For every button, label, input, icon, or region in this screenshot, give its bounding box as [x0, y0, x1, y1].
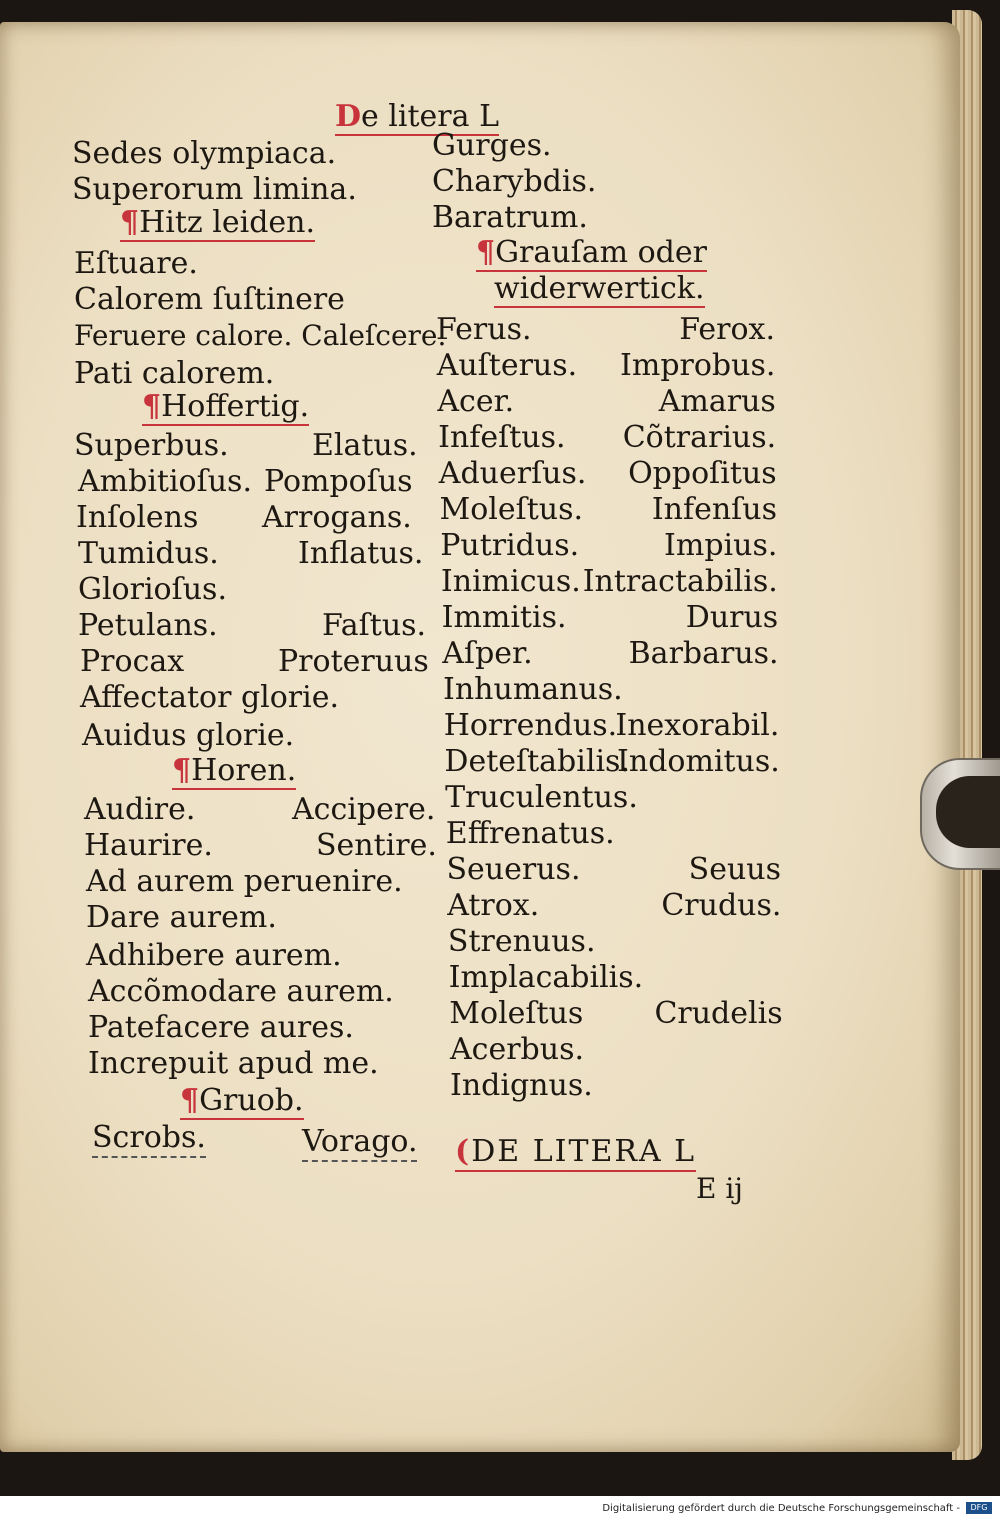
- right-word: Immitis.: [441, 600, 567, 635]
- right-line: Gurges.: [432, 128, 552, 163]
- pilcrow-icon: ¶: [142, 389, 162, 424]
- left-word: Procax: [80, 644, 185, 679]
- right-word: Truculentus.: [445, 780, 638, 815]
- right-word: Inhumanus.: [443, 672, 623, 707]
- left-line: Feruere calore. Caleſcere.: [74, 319, 447, 352]
- rubric-heading-cont: widerwertick.: [494, 271, 705, 306]
- footer-title-text: DE LITERA L: [471, 1134, 697, 1169]
- right-word: Infeſtus.: [438, 420, 566, 455]
- left-line: Affectator glorie.: [80, 680, 340, 715]
- rubric-heading: [172, 754, 296, 790]
- left-word: Sentire.: [316, 828, 437, 863]
- right-word: Deteſtabilis.: [444, 744, 630, 779]
- rubric-text: Gruob.: [199, 1083, 304, 1118]
- rubric-text: Grauſam oder: [495, 235, 707, 270]
- right-word: Effrenatus.: [445, 816, 615, 851]
- pilcrow-icon: ¶: [180, 1083, 200, 1118]
- left-word: Inflatus.: [298, 536, 424, 571]
- left-line: Dare aurem.: [86, 900, 277, 935]
- left-line: Sedes olympiaca.: [72, 136, 337, 171]
- right-line: Baratrum.: [432, 200, 588, 235]
- right-word: Cõtrarius.: [622, 420, 777, 455]
- left-line: Eſtuare.: [74, 246, 198, 281]
- catchword: Vorago.: [302, 1124, 417, 1162]
- right-word: Atrox.: [447, 888, 540, 923]
- left-line: Accõmodare aurem.: [88, 974, 394, 1009]
- left-word: Superbus.: [74, 428, 229, 463]
- right-word: Putridus.: [440, 528, 580, 563]
- left-word: Ambitioſus.: [78, 464, 252, 499]
- book-clasp: [920, 758, 1000, 870]
- catchword: Scrobs.: [92, 1120, 206, 1158]
- right-word: Infenſus: [651, 492, 777, 527]
- right-line: Charybdis.: [432, 164, 597, 199]
- header-text: e litera L: [361, 99, 499, 134]
- right-word: Seuus: [688, 852, 781, 887]
- signature-mark: E ij: [696, 1172, 743, 1205]
- right-word: Inimicus.: [440, 564, 581, 599]
- credit-text: Digitalisierung gefördert durch die Deutsche Forschungsgemeinschaft -: [602, 1503, 960, 1514]
- right-word: Barbarus.: [628, 636, 779, 671]
- right-word: Crudus.: [661, 888, 782, 923]
- left-line: Increpuit apud me.: [88, 1046, 379, 1081]
- left-line: Calorem ſuſtinere: [74, 282, 345, 317]
- right-word: Crudelis: [654, 996, 783, 1031]
- left-word: Pompoſus: [264, 464, 413, 499]
- left-line: Auidus glorie.: [82, 718, 295, 753]
- rubric-text: Hitz leiden.: [139, 205, 316, 240]
- rubric-heading: [476, 236, 707, 272]
- left-word: Faſtus.: [322, 608, 427, 643]
- pilcrow-icon: ¶: [120, 205, 140, 240]
- right-word: Acerbus.: [450, 1032, 585, 1067]
- right-word: Aſper.: [442, 636, 533, 671]
- left-word: Elatus.: [312, 428, 418, 463]
- rubric-text: Horen.: [191, 753, 297, 788]
- right-word: Durus: [685, 600, 779, 635]
- right-word: Ferus.: [436, 312, 532, 347]
- left-line: Patefacere aures.: [88, 1010, 354, 1045]
- rubric-heading: [180, 1084, 304, 1120]
- header-capital: D: [335, 99, 362, 134]
- left-word: Arrogans.: [262, 500, 412, 535]
- right-word: Strenuus.: [447, 924, 596, 959]
- rubric-text: Hoffertig.: [161, 389, 310, 424]
- right-word: Indignus.: [450, 1068, 593, 1103]
- left-word: Tumidus.: [78, 536, 219, 571]
- right-word: Ferox.: [679, 312, 775, 347]
- pilcrow-icon: ¶: [172, 753, 192, 788]
- right-word: Amarus: [658, 384, 776, 419]
- right-word: Acer.: [437, 384, 515, 419]
- clasp-inner: [936, 776, 1000, 848]
- right-word: Inexorabil.: [615, 708, 780, 743]
- right-word: Impius.: [664, 528, 778, 563]
- right-word: Indomitus.: [617, 744, 780, 779]
- left-word: Petulans.: [78, 608, 218, 643]
- left-line: Superorum limina.: [72, 172, 357, 207]
- left-word: Glorioſus.: [78, 572, 227, 607]
- left-line: Pati calorem.: [74, 356, 275, 391]
- right-word: Implacabilis.: [448, 960, 644, 995]
- left-line: Ad aurem peruenire.: [86, 864, 403, 899]
- footer-title: [455, 1134, 696, 1172]
- right-word: Moleſtus.: [439, 492, 584, 527]
- right-word: Moleſtus: [449, 996, 584, 1031]
- left-word: Proteruus: [278, 644, 429, 679]
- rubric-heading: [120, 206, 315, 242]
- left-line: Adhibere aurem.: [86, 938, 342, 973]
- left-word: Haurire.: [84, 828, 213, 863]
- right-word: Improbus.: [620, 348, 776, 383]
- right-word: Seuerus.: [446, 852, 581, 887]
- dfg-logo: DFG: [966, 1502, 992, 1514]
- right-word: Intractabilis.: [582, 564, 778, 599]
- right-word: Oppoſitus: [628, 456, 777, 491]
- pilcrow-icon: ¶: [476, 235, 496, 270]
- left-word: Accipere.: [292, 792, 436, 827]
- rubric-heading: [142, 390, 309, 426]
- pilcrow-icon: (: [455, 1134, 472, 1169]
- book-page: [0, 22, 960, 1452]
- right-word: Auſterus.: [436, 348, 578, 383]
- right-word: Horrendus.: [443, 708, 618, 743]
- right-word: Aduerſus.: [438, 456, 587, 491]
- left-word: Inſolens: [76, 500, 199, 535]
- left-word: Audire.: [84, 792, 196, 827]
